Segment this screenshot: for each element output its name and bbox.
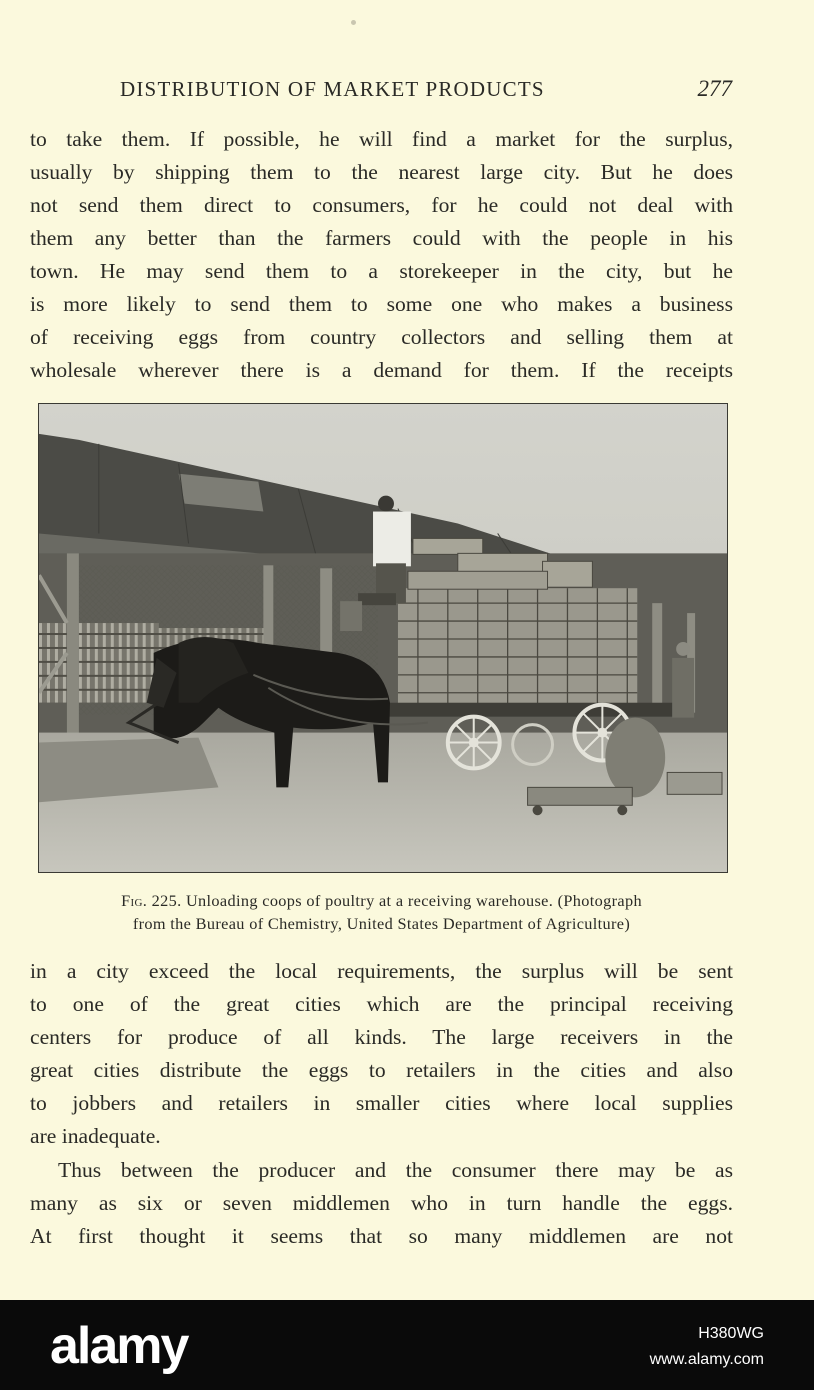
figure-caption bbox=[30, 889, 733, 935]
running-head-title: DISTRIBUTION OF MARKET PRODUCTS bbox=[120, 77, 545, 101]
text-line: them any better than the farmers could with the people in his bbox=[30, 226, 733, 250]
site-url: www.alamy.com bbox=[649, 1351, 764, 1368]
text-line: to jobbers and retailers in smaller cities where local supplies bbox=[30, 1091, 733, 1115]
text-line: Thus between the producer and the consumer there may be as bbox=[58, 1158, 733, 1182]
text-line: centers for produce of all kinds. The large receivers in the bbox=[30, 1025, 733, 1049]
alamy-logo: alamy bbox=[50, 1317, 188, 1375]
text-line: town. He may send them to a storekeeper in the city, but he bbox=[30, 259, 733, 283]
caption-text-1: Unloading coops of poultry at a receiving warehouse. (Photograph bbox=[185, 891, 642, 910]
text-line: to take them. If possible, he will find a market for the surplus, bbox=[30, 127, 733, 151]
paragraph-2 bbox=[30, 955, 733, 1153]
text-line: not send them direct to consumers, for he could not deal with bbox=[30, 193, 733, 217]
caption-line-1 bbox=[30, 889, 733, 912]
text-line: usually by shipping them to the nearest large city. But he does bbox=[30, 160, 733, 184]
text-line: At first thought it seems that so many middlemen are not bbox=[30, 1224, 733, 1248]
text-line: wholesale wherever there is a demand for them. If the receipts bbox=[30, 358, 733, 382]
image-id: H380WG bbox=[698, 1325, 764, 1342]
text-line: of receiving eggs from country collectors and selling them at bbox=[30, 325, 733, 349]
text-line: to one of the great cities which are the principal receiving bbox=[30, 992, 733, 1016]
running-head bbox=[120, 74, 732, 104]
page-speck bbox=[351, 20, 356, 25]
text-line: great cities distribute the eggs to retailers in the cities and also bbox=[30, 1058, 733, 1082]
page-number: 277 bbox=[697, 76, 732, 101]
paragraph-3 bbox=[30, 1154, 733, 1253]
warehouse-photo-illustration bbox=[39, 404, 727, 872]
text-line: in a city exceed the local requirements, the surplus will be sent bbox=[30, 959, 733, 983]
text-line: is more likely to send them to some one who makes a business bbox=[30, 292, 733, 316]
text-line: are inadequate. bbox=[30, 1124, 161, 1148]
text-line: many as six or seven middlemen who in turn handle the eggs. bbox=[30, 1191, 733, 1215]
stock-footer-bar bbox=[0, 1300, 814, 1390]
figure-label: Fig. 225. bbox=[121, 891, 182, 910]
caption-line-2: from the Bureau of Chemistry, United States Department of Agriculture) bbox=[132, 914, 631, 933]
figure-photograph bbox=[38, 403, 728, 873]
paragraph-1 bbox=[30, 123, 733, 387]
